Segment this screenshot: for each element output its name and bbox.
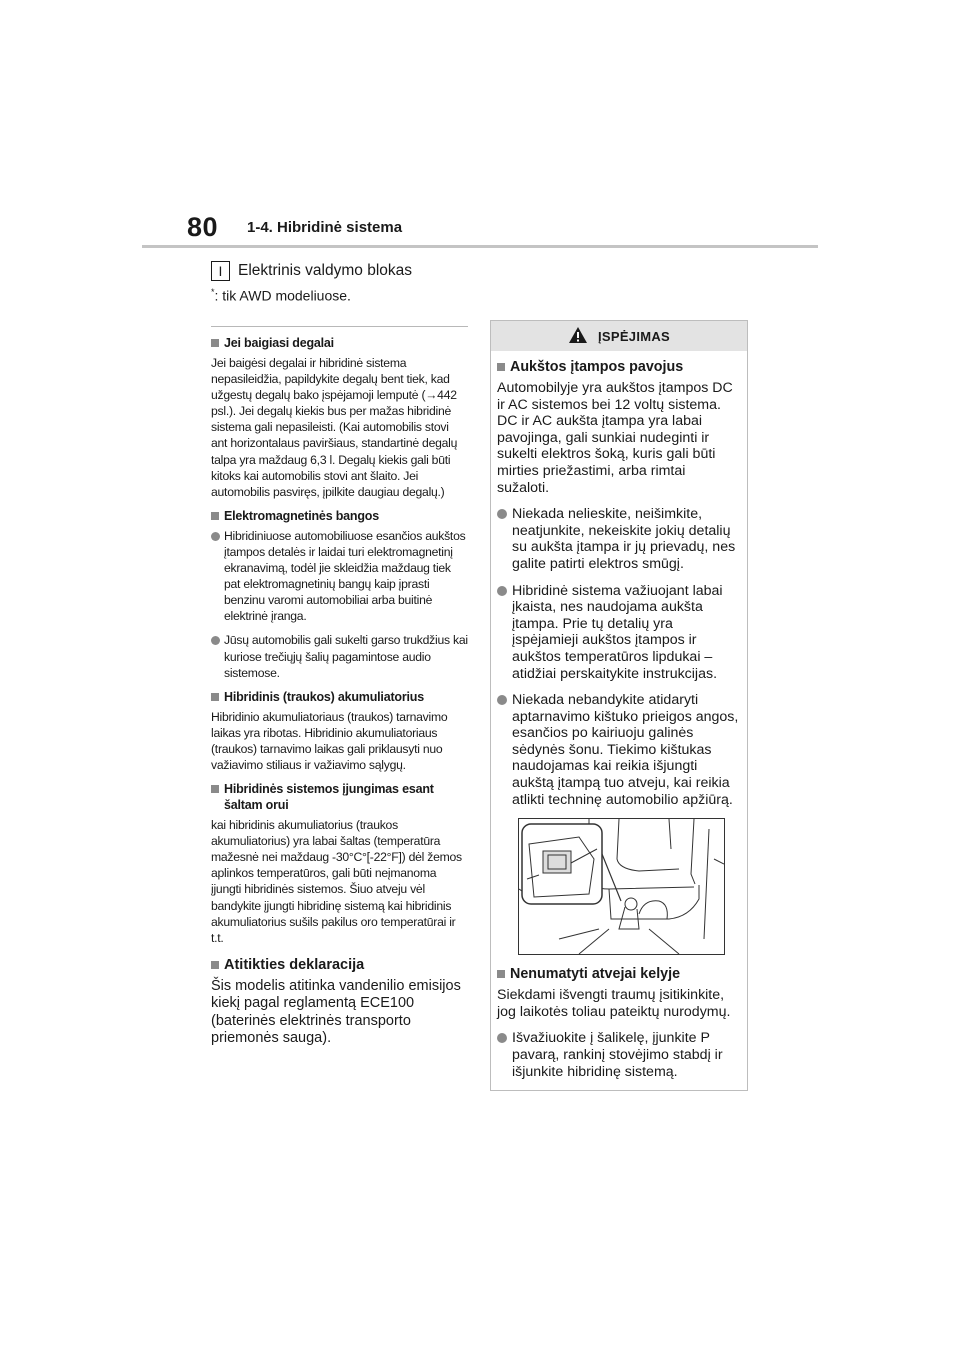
list-item: Niekada nebandykite atidaryti aptarnavimo kištuko prieigos angos, esančios po kairiuoju galinės sėdynės šonu. Tiekimo kištukas naudojamas kai reikia išjungti aukštą įtampą tuo atveju, kai reikia atlikti techninę automobilio apžiūrą. (497, 692, 741, 808)
left-column (211, 326, 468, 1048)
square-bullet-icon (211, 961, 219, 969)
round-bullet-icon (497, 586, 507, 596)
list-item: Hibridinė sistema važiuojant labai įkaista, nes naudojama aukšta įtampa. Prie tų detalių yra įspėjamieji aukštos įtampos ir aukštos temperatūros lipdukai – atidžiai perskaitykite instrukcijas. (497, 583, 741, 683)
section-text: Jei baigėsi degalai ir hibridinė sistema nepasileidžia, papildykite degalų bent tiek, kad užgestų degalų bako įspėjamoji lemputė (→442 psl.). Jei degalų kiekis bus per mažas hibridinė sistema gali nepasileisti. (Kai automobilis stovi ant horizontalaus paviršiaus, standartinė degalų talpa yra maždaug 6,3 l. Degalų kiekis gali būti kitoks kai automobilis stovi ant šlaito. Jei automobilis pasviręs, įpilkite daugiau degalų.) (211, 356, 458, 499)
section-heading: Atitikties deklaracija (211, 956, 468, 974)
square-bullet-icon (497, 363, 505, 371)
square-bullet-icon (211, 693, 219, 701)
legend-line (211, 261, 412, 281)
legend-text: Elektrinis valdymo blokas (238, 262, 413, 279)
warning-heading: Aukštos įtampos pavojus (497, 358, 741, 376)
service-plug-illustration (518, 818, 725, 955)
section-heading: Elektromagnetinės bangos (211, 508, 468, 524)
section-heading: Hibridinis (traukos) akumuliatorius (211, 689, 468, 705)
warning-text: Siekdami išvengti traumų įsitikinkite, jog laikotės toliau pateiktų nurodymų. (497, 987, 731, 1020)
section-text: Hibridinio akumuliatoriaus (traukos) tarnavimo laikas yra ribotas. Hibridinio akumuliatoriaus (traukos) tarnavimo laikas gali priklausyti nuo važiavimo stiliaus ir važiavimo sąlygų. (211, 709, 448, 772)
legend-marker: I (211, 261, 230, 281)
square-bullet-icon (497, 970, 505, 978)
footnote-text: : tik AWD modeliuose. (214, 287, 351, 304)
square-bullet-icon (211, 339, 219, 347)
warning-box (490, 320, 748, 1091)
warning-body (491, 351, 747, 1080)
list-item: Išvažiuokite į šalikelę, įjunkite P pavarą, rankinį stovėjimo stabdį ir išjunkite hibridinę sistemą. (497, 1030, 741, 1080)
round-bullet-icon (497, 509, 507, 519)
left-column-divider (211, 326, 468, 327)
page-number: 80 (187, 212, 219, 242)
warning-text: Automobilyje yra aukštos įtampos DC ir AC sistemos bei 12 voltų sistema. DC ir AC aukšta įtampa yra labai pavojinga, gali sunkiai nudeginti ir sukelti elektros šoką, kuris gali būti mirties priežastimi, arba rimtai sužaloti. (497, 380, 733, 496)
list-item: Hibridiniuose automobiliuose esančios aukštos įtampos detalės ir laidai turi elektromagnetinį ekranavimą, todėl jie skleidžia maždaug tiek pat elektromagnetinių bangų kaip įprasti benzinu varomi automobiliai arba buitinė elektrinė įranga. (211, 528, 468, 625)
header-divider (142, 245, 818, 248)
footnote (211, 287, 351, 304)
square-bullet-icon (211, 785, 219, 793)
round-bullet-icon (497, 695, 507, 705)
warning-heading: Nenumatyti atvejai kelyje (497, 965, 741, 983)
round-bullet-icon (211, 532, 220, 541)
round-bullet-icon (497, 1033, 507, 1043)
warning-triangle-icon (568, 326, 588, 347)
list-item: Jūsų automobilis gali sukelti garso trukdžius kai kuriose trečiųjų šalių pagamintose audio sistemose. (211, 632, 468, 680)
section-text: Šis modelis atitinka vandenilio emisijos kiekį pagal reglamentą ECE100 (baterinės elektrinės transporto priemonės sauga). (211, 977, 461, 1047)
section-title: 1-4. Hibridinė sistema (247, 219, 403, 236)
warning-header (491, 321, 747, 351)
footnote-mark: * (211, 287, 215, 297)
section-heading: Jei baigiasi degalai (211, 335, 468, 351)
round-bullet-icon (211, 636, 220, 645)
section-text: kai hibridinis akumuliatorius (traukos akumuliatorius) yra labai šaltas (temperatūra mažesnė nei maždaug -30°C°[-22°F]) dėl žemos aplinkos temperatūros, gali būti neįmanoma įjungti hibridinės sistemos. Šiuo atveju vėl bandykite įjungti hibridinę sistemą kai hibridinis akumuliatorius sušils pakilus oro temperatūrai ir t.t. (211, 818, 462, 945)
section-heading: Hibridinės sistemos įjungimas esant šaltam orui (211, 781, 468, 813)
square-bullet-icon (211, 512, 219, 520)
list-item: Niekada nelieskite, neišimkite, neatjunkite, nekeiskite jokių detalių su aukšta įtampa ir jų prievadų, nes galite patirti elektros smūgį. (497, 506, 741, 572)
warning-title: ĮSPĖJIMAS (597, 328, 671, 344)
